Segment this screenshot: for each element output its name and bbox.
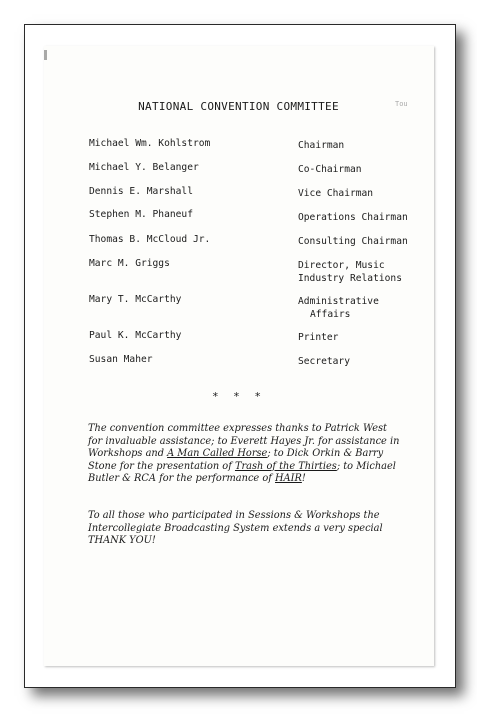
thanks-text: ; to Dick Orkin & Barry Stone for the presentation of xyxy=(88,448,384,472)
member-name: Thomas B. McCloud Jr. xyxy=(89,234,211,245)
member-name: Susan Maher xyxy=(89,354,153,365)
title-a-man-called-horse: A Man Called Horse xyxy=(167,448,268,460)
member-role: Chairman xyxy=(298,140,345,151)
member-role-line: Industry Relations xyxy=(298,273,402,284)
member-role: Operations Chairman xyxy=(298,212,408,223)
member-role: Consulting Chairman xyxy=(298,236,408,247)
title-trash-of-the-thirties: Trash of the Thirties xyxy=(234,460,337,472)
section-separator: * * * xyxy=(211,390,266,403)
member-name: Stephen M. Phaneuf xyxy=(89,209,193,220)
member-name: Michael Wm. Kohlstrom xyxy=(89,138,211,149)
thanks-text: The convention committee expresses thanks to Patrick West for invaluable assistance; to Everett Hayes Jr. for assistance in Workshops and xyxy=(88,423,400,460)
thanks-text: ; to Michael Butler & RCA for the performance of xyxy=(88,460,396,485)
member-role-line: Administrative xyxy=(298,296,379,307)
member-role: Printer xyxy=(298,332,339,343)
member-name: Michael Y. Belanger xyxy=(89,162,199,173)
closing-paragraph: To all those who participated in Sessions & Workshops the Intercollegiate Broadcasting System extends a very special THANK YOU! xyxy=(88,510,383,547)
member-role-line: Affairs xyxy=(310,309,351,320)
member-name: Mary T. McCarthy xyxy=(89,294,182,305)
title-hair: HAIR xyxy=(275,473,302,485)
member-name: Dennis E. Marshall xyxy=(89,186,193,197)
corner-note: Tou xyxy=(395,100,408,108)
page-title: NATIONAL CONVENTION COMMITTEE xyxy=(138,100,339,113)
member-role: Co-Chairman xyxy=(298,164,362,175)
thanks-paragraph xyxy=(88,423,404,486)
member-name: Paul K. McCarthy xyxy=(89,330,182,341)
member-role: Vice Chairman xyxy=(298,188,374,199)
member-name: Marc M. Griggs xyxy=(89,258,170,269)
member-role-line: Director, Music xyxy=(298,260,385,271)
page-edge-mark xyxy=(44,50,47,60)
member-role: Secretary xyxy=(298,356,350,367)
thanks-text: ! xyxy=(301,473,306,485)
